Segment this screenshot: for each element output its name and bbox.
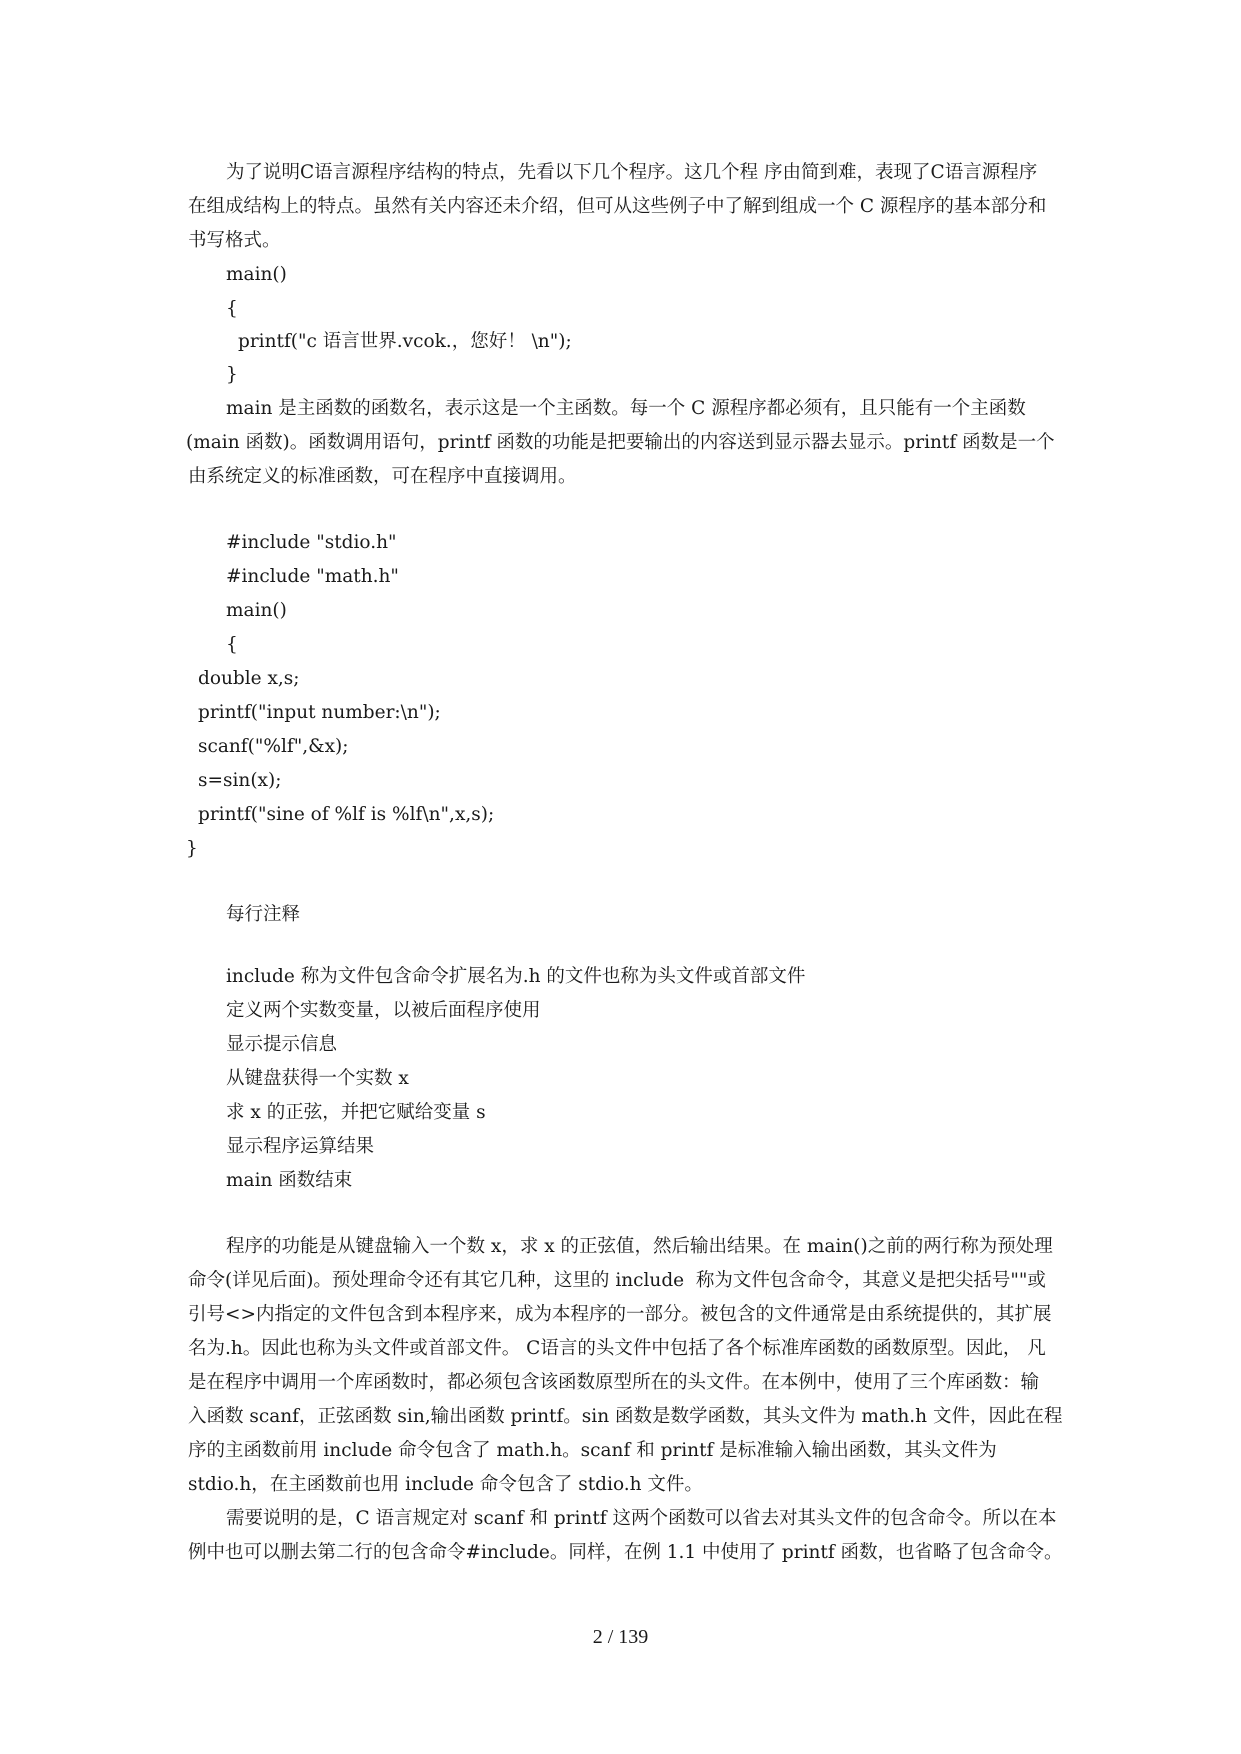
- code-line: {: [226, 298, 238, 319]
- code-line: #include "math.h": [226, 566, 399, 587]
- page-number: 2 / 139: [592, 1626, 649, 1648]
- text-line: 书写格式。: [188, 230, 281, 251]
- code-line: #include "stdio.h": [226, 532, 397, 553]
- text-line: 序的主函数前用 include 命令包含了 math.h。scanf 和 printf 是标准输入输出函数，其头文件为: [188, 1440, 997, 1461]
- comment-line: 显示程序运算结果: [226, 1136, 375, 1157]
- comment-line: main 函数结束: [226, 1170, 353, 1191]
- code-line: }: [186, 838, 198, 859]
- code-line: main(): [226, 600, 287, 621]
- text-line: 程序的功能是从键盘输入一个数 x，求 x 的正弦值，然后输出结果。在 main()之前的两行称为预处理: [226, 1236, 1053, 1257]
- comment-line: 求 x 的正弦，并把它赋给变量 s: [226, 1102, 486, 1123]
- code-line: s=sin(x);: [198, 770, 282, 791]
- text-line: 名为.h。因此也称为头文件或首部文件。 C语言的头文件中包括了各个标准库函数的函数原型。因此， 凡: [188, 1338, 1046, 1359]
- text-line: stdio.h，在主函数前也用 include 命令包含了 stdio.h 文件。: [188, 1474, 703, 1495]
- comment-line: 显示提示信息: [226, 1034, 338, 1055]
- text-line: 需要说明的是，C 语言规定对 scanf 和 printf 这两个函数可以省去对其头文件的包含命令。所以在本: [226, 1508, 1057, 1529]
- code-line: double x,s;: [198, 668, 300, 689]
- text-line: 在组成结构上的特点。虽然有关内容还未介绍，但可从这些例子中了解到组成一个 C 源程序的基本部分和: [188, 196, 1047, 217]
- text-line: 例中也可以删去第二行的包含命令#include。同样，在例 1.1 中使用了 printf 函数，也省略了包含命令。: [188, 1542, 1063, 1563]
- code-line: }: [226, 364, 238, 385]
- code-line: printf("sine of %lf is %lf\n",x,s);: [198, 804, 495, 825]
- comment-line: 定义两个实数变量，以被后面程序使用: [226, 1000, 541, 1021]
- code-line: scanf("%lf",&x);: [198, 736, 349, 757]
- text-line: (main 函数)。函数调用语句，printf 函数的功能是把要输出的内容送到显示器去显示。printf 函数是一个: [186, 432, 1055, 453]
- text-line: 是在程序中调用一个库函数时，都必须包含该函数原型所在的头文件。在本例中，使用了三个库函数：输: [188, 1372, 1040, 1393]
- code-line: printf("c 语言世界.vcok.，您好！ \n");: [238, 331, 572, 352]
- text-line: 入函数 scanf，正弦函数 sin,输出函数 printf。sin 函数是数学函数，其头文件为 math.h 文件，因此在程: [188, 1406, 1063, 1427]
- comments-heading: 每行注释: [226, 904, 301, 925]
- comment-line: 从键盘获得一个实数 x: [226, 1068, 409, 1089]
- code-line: printf("input number:\n");: [198, 702, 441, 723]
- code-line: main(): [226, 264, 287, 285]
- comment-line: include 称为文件包含命令扩展名为.h 的文件也称为头文件或首部文件: [226, 966, 806, 987]
- text-line: 由系统定义的标准函数，可在程序中直接调用。: [188, 466, 577, 487]
- text-line: 引号<>内指定的文件包含到本程序来，成为本程序的一部分。被包含的文件通常是由系统提供的，其扩展: [188, 1304, 1052, 1325]
- text-line: main 是主函数的函数名，表示这是一个主函数。每一个 C 源程序都必须有，且只能有一个主函数: [226, 398, 1026, 419]
- text-line: 为了说明C语言源程序结构的特点，先看以下几个程序。这几个程 序由简到难，表现了C语言源程序: [226, 162, 1038, 183]
- text-line: 命令(详见后面)。预处理命令还有其它几种，这里的 include 称为文件包含命令，其意义是把尖括号""或: [188, 1270, 1046, 1291]
- code-line: {: [226, 634, 238, 655]
